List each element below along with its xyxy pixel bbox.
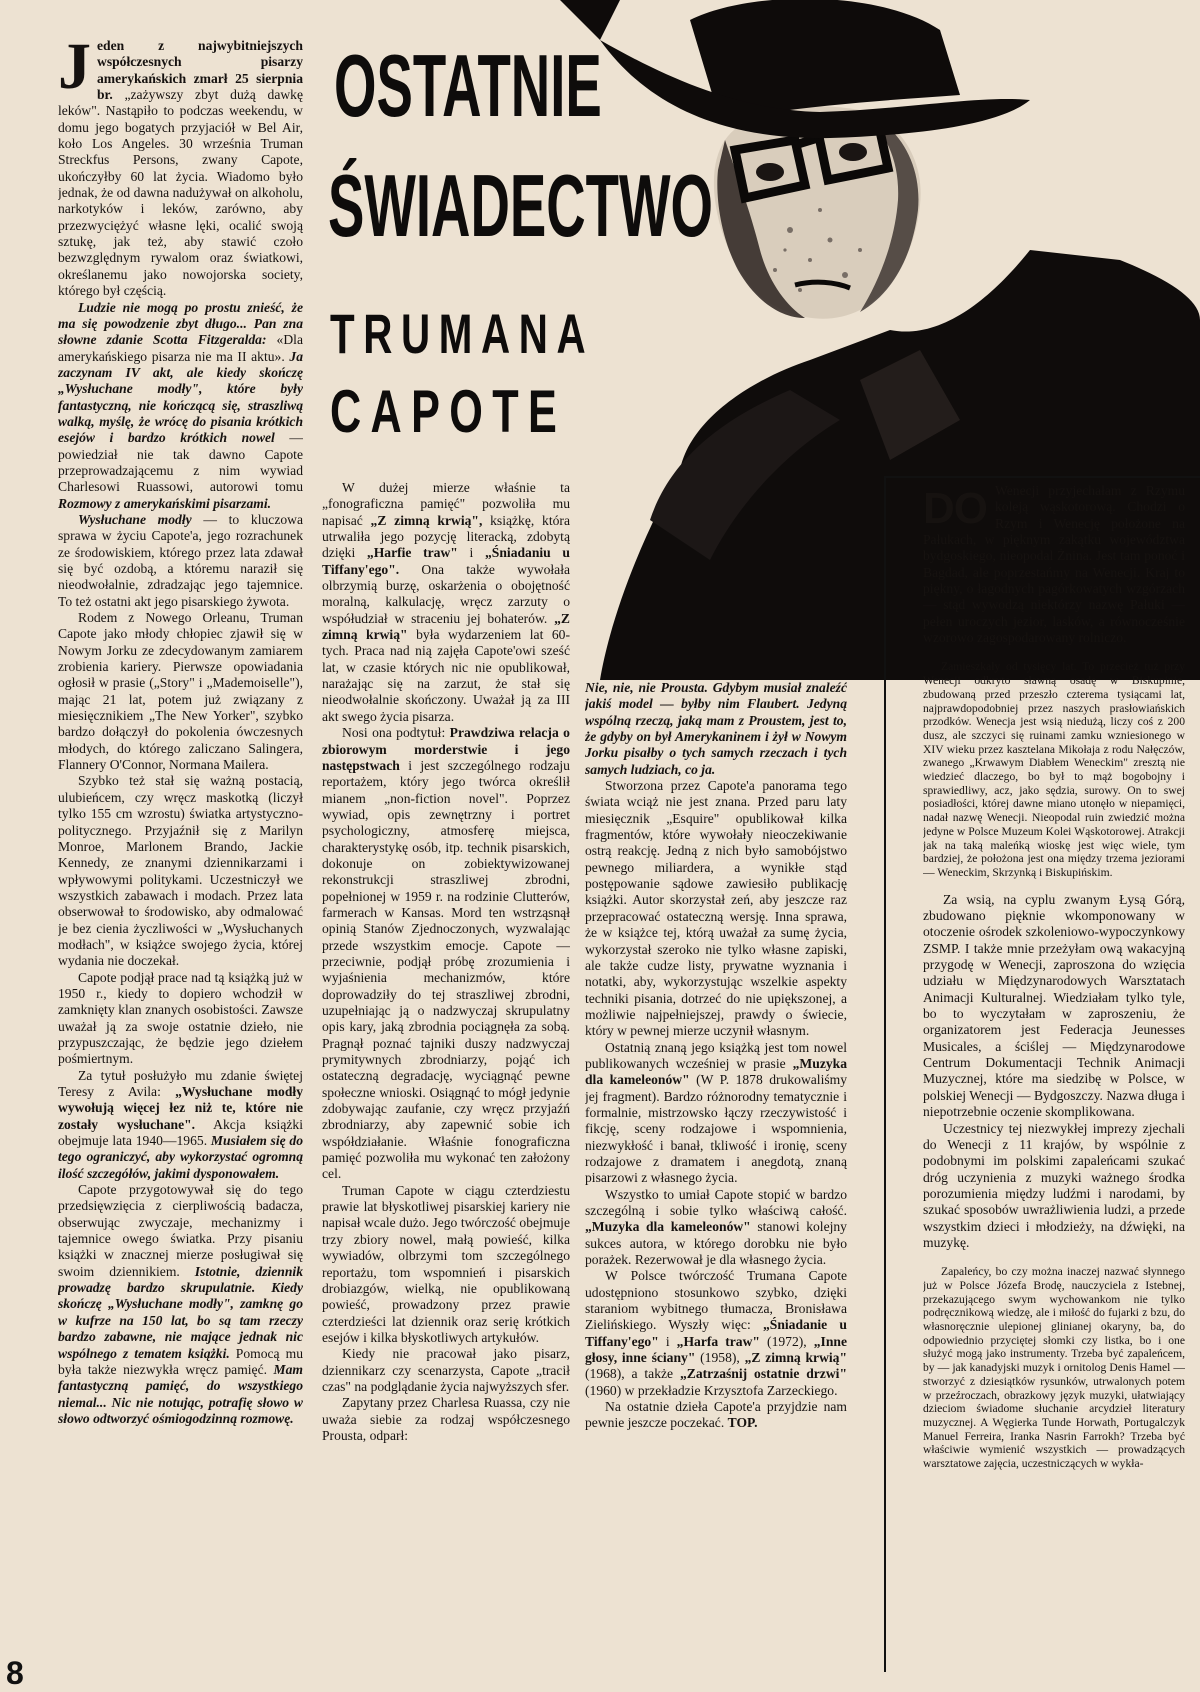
lead-text: eden z najwybitniejszych współczesnych pisarzy amerykańskich zmarł 25 sierpnia br. xyxy=(97,38,303,103)
italic-text: Wysłuchane modły xyxy=(78,511,192,527)
text: Capote przygotowywał się do tego przedsięwzięcia z cierpliwością badacza, obserwując zwyczaje, mechanizmy i tajemnice owego światka. Przy pisaniu książki w znacznej mierze posługiwał się swoim dziennikiem. xyxy=(58,1182,303,1279)
italic-text: Istotnie, dziennik prowadzę bardzo skrupulatnie. Kiedy skończę „Wysłuchane modły", zamknę go w kufrze na 150 lat, bo są tam rzeczy bardzo zabawne, nie mające jednak nic wspólnego z tematem książki. xyxy=(58,1263,303,1361)
italic-text: Ja zaczynam IV akt, ale kiedy skończę „Wysłuchane modły", które były fantastyczną, nie kończącą się, straszliwą walką, myślę, że wrócę do pisania krótkich esejów i bardzo krótkich nowel xyxy=(58,348,303,446)
text: Ona także wywołała olbrzymią burzę, oskarżenia o obojętność moralną, kalkulację, wręcz zarzuty o współudział w straceniu jej bohaterów. xyxy=(322,561,570,626)
article-column-1 xyxy=(58,38,303,1660)
bold-text: „Muzyka dla kameleonów" xyxy=(585,1055,847,1088)
text: (1958), xyxy=(700,1350,740,1366)
bold-text: Prawdziwa relacja o zbiorowym morderstwie i jego następstwach xyxy=(322,725,570,773)
sidebar-paragraph: Uczestnicy tej niezwykłej imprezy zjechali do Wenecji z 11 krajów, by wspólnie z podobnymi im polskimi zapaleńcami szukać dróg uczynienia z muzyki ważnego środka porozumienia między ludźmi i narodami, by szukać sposobów uwrażliwienia ludzi, a przede wszystkim dzieci i młodzieży, na dźwięki, na muzykę. xyxy=(923,1120,1185,1250)
article-paragraph: Capote podjął prace nad tą książką już w 1950 r., kiedy to dopiero wchodził w zamknięty klan znanych osobistości. Zawsze uważał ją za swoje ostatnie dzieło, nie przypuszczając, że będzie jego dziełem pośmiertnym. xyxy=(58,969,303,1067)
text: Wszystko to umiał Capote stopić w bardzo szczególną i sobie tylko właściwą całość. xyxy=(585,1186,847,1218)
article-paragraph xyxy=(585,1268,847,1399)
text: — powiedział nie tak dawno Capote przeprowadzającemu z nim wywiad Charlesowi Ruassowi, autorowi tomu xyxy=(58,430,303,495)
headline-line-3: TRUMANA xyxy=(330,302,595,365)
article-paragraph xyxy=(322,725,570,1183)
article-paragraph xyxy=(58,300,303,512)
sidebar-paragraph: Zamieszkały od tysięcy lat. To przecież tuż przy Wenecji odkryto sławną osadę w Biskupinie, zbudowaną przed przeszło czterema tysiącami lat, najprawdopodobniej przez naszych prasłowiańskich przodków. Wenecja jest wsią niedużą, liczy coś z 200 dusz, ale szczyci się ruinami zamku wzniesionego w XIV wieku przez kasztelana Mikołaja z rodu Nałęczów, zwanego „Krwawym Diabłem Weneckim" zresztą nie wiedzieć dlaczego, bo był to mąż bogobojny i sprawiedliwy, acz, jako sędzia, surowy. On to swej posiadłości, której dawne miano utonęło w niepamięci, nadał nazwę Wenecji. Nieopodal ruin zwiedzić można jedyne w Polsce Muzeum Kolei Wąskotorowej. Atrakcji jak na taką maleńką wioskę jest więc wiele, tym bardziej, że położona jest ona między trzema jeziorami — Weneckim, Skrzynką i Biskupińskim. xyxy=(923,660,1185,879)
text: (1968), a także xyxy=(585,1366,674,1382)
headline-line-4: CAPOTE xyxy=(330,378,567,445)
article-paragraph xyxy=(58,512,303,610)
text: Akcja książki obejmuje lata 1940—1965. xyxy=(58,1116,303,1149)
text: i jest szczególnego rodzaju reportażem, który jego twórca określił mianem „non-fiction novel". Poprzez wywiad, opis zewnętrzny i portret psychologiczny, atmosferę miejsca, charakterystykę osób, itp. technik pisarskich, dokonuje on zobiektywizowanej rekonstrukcji straszliwej zbrodni, popełnionej w 1959 r. na rodzinie Clutterów, farmerach w Kansas. Mord ten wstrząsnął opinią Stanów Zjednoczonych, wyzwalając przede wszystkim emocje. Capote — przeciwnie, podjął próbę zrozumienia i wyjaśnienia mechanizmów, które doprowadziły do tej straszliwej zbrodni, uzupełniając ją o nadzwyczaj skrupulatny opis kary, jaką zbrodnia pociągnęła za sobą. Pragnął poznać tajniki duszy nadzwyczaj prymitywnych zbrodniarzy, pojąć ich ostateczną degradację, wyciągnąć pewne społeczne wnioski. Osiągnąć to mógł jedynie zdobywając zaufanie, czy wręcz przyjaźń zbrodniarzy, aby zapewnić sobie ich współdziałanie. Właśnie fonograficzna pamięć pozwoliła mu wykonać ten założony cel. xyxy=(322,757,570,1182)
article-paragraph xyxy=(585,1040,847,1187)
text: Za tytuł posłużyło mu zdanie świętej Teresy z Avila: xyxy=(58,1067,303,1099)
text: i xyxy=(469,545,474,561)
italic-text: Mam fantastyczną pamięć, do wszystkiego niemal... Nic nie notując, potrafię słowo w słowo odtworzyć ośmiogodzinną rozmowę. xyxy=(58,1361,303,1426)
italic-text: Ludzie nie mogą po prostu znieść, że ma się powodzenie zbyt długo... Pan zna słowne zdanie Scotta Fitzgeralda: xyxy=(58,299,303,348)
author-signature: TOP. xyxy=(727,1415,758,1431)
article-column-2 xyxy=(322,480,570,1660)
text: Wenecji przyjechałam z Rzymu koleją wąskotorową. Chodzi o Rzym i Wenecję położone na Pałukach, w pięknym zakątku województwa bydgoskiego, nieopodal Żnina. Jest tam ponoć i Bagdad, ale poprzestańmy na Wenecji. Kraj to piękny, o łagodnych pagórkowatych wzgórzach — stąd wywodzą niektórzy nazwę Pałuki — pełen uroczych jezior, lasków, a równocześnie wzorowo zagospodarowany rolniczo. xyxy=(923,483,1185,646)
article-paragraph: Stworzona przez Capote'a panorama tego świata wciąż nie jest znana. Przed paru laty miesięcznik „Esquire" opublikował kilka fragmentów, które wywołały nieoczekiwanie ostrą reakcję. Jedną z nich było samobójstwo pewnego miliardera, a wynikłe stąd postępowanie sądowe zawiesiło publikację książki. Autor skorzystał zeń, aby jeszcze raz przepracować ostateczną wersję. Inna sprawa, że w książce tej, którą uważał za sumę życia, wykorzystał szeroko nie tylko własne zapiski, ale także cudze listy, prywatne wyznania i notatki, aby, wykorzystując wszelkie aspekty techniki pisania, dotrzeć do nie upiększonej, a możliwie najpełniejszej, prawdy o świecie, który w pewnej mierze uczynił własnym. xyxy=(585,778,847,1039)
sidebar-box-left-rule xyxy=(884,477,886,1672)
headline-line-1: OSTATNIE xyxy=(334,36,602,135)
text: W dużej mierze właśnie ta „fonograficzna pamięć" pozwoliła mu napisać xyxy=(322,480,570,528)
article-paragraph xyxy=(58,1182,303,1427)
text: «Dla amerykańskiego pisarza nie ma II aktu». xyxy=(58,332,303,364)
sidebar-small-print xyxy=(923,1265,1185,1471)
sidebar-paragraph: Za wsią, na cyplu zwanym Łysą Górą, zbudowano pięknie wkomponowany w otoczenie ośrodek szkoleniowo-wypoczynkowy ZSMP. I także mnie przeżyłam ową wakacyjną przygodę w Wenecji, zaproszona do wzięcia udziału w Międzynarodowych Warsztatach Animacji Kulturalnej. Wiedziałam tylko tyle, bo to wyczytałam w zaproszeniu, że organizatorem jest Federacja Jeunesses Musicales, a ściślej — Międzynarodowe Centrum Dokumentacji Technik Animacji Muzycznej, które ma siedzibę w Polsce, w polskiej Wenecji — Bydgoszczy. Nazwa długa i niepotrzebnie oczenie skomplikowana. xyxy=(923,891,1185,1120)
bold-text: „Muzyka dla kameleonów" xyxy=(585,1219,751,1235)
article-paragraph: Truman Capote w ciągu czterdziestu prawie lat błyskotliwej pisarskiej kariery nie napisał wcale dużo. Jego twórczość obejmuje trzy zbiory nowel, małą powieść, kilka wywiadów, olbrzymi tom szczególnego reportażu, tom wspomnień i pisarskich drobiazgów, wielką, nie opublikowaną powieść, prowadzony przez prawie czterdzieści lat dziennik oraz serię krótkich esejów i kilka błyskotliwych artykułów. xyxy=(322,1182,570,1345)
sidebar-main-text xyxy=(923,892,1185,1252)
article-paragraph: Kiedy nie pracował jako pisarz, dziennikarz czy scenarzysta, Capote „tracił czas" na podglądanie życia najwyższych sfer. xyxy=(322,1346,570,1394)
bold-text: „Harfie traw" xyxy=(366,545,458,561)
article-paragraph: Rodem z Nowego Orleanu, Truman Capote jako młody chłopiec zjawił się w Nowym Jorku ze zdecydowanym zamiarem zrobienia kariery. Pierwsze opowiadania ogłosił w prasie („Story" i „Mademoiselle"), mając 21 lat, potem już związany z miesięcznikiem „The New Yorker", szybko bardzo dołączył do pokolenia ówczesnych młodych, do którego zaliczano Salingera, Flannery O'Connor, Normana Mailera. xyxy=(58,610,303,773)
article-paragraph xyxy=(585,680,847,778)
bold-text: „Z zimną krwią" xyxy=(322,610,570,643)
bold-text: „Z zimną krwią", xyxy=(370,512,483,528)
italic-text: Musiałem się do tego ograniczyć, aby wykorzystać ogromną ilość szczegółów, jakimi dysponowałem. xyxy=(58,1133,303,1181)
text: W Polsce twórczość Trumana Capote udostępniono stosunkowo szybko, dzięki staraniom wybitnego tłumacza, Bronisława Zielińskiego. Wyszły więc: xyxy=(585,1268,847,1333)
sidebar-paragraph: Zapaleńcy, bo czy można inaczej nazwać słynnego już w Polsce Józefa Brodę, nauczyciela z Istebnej, przekazującego swym wychowankom nie tylko podręcznikową wiedzę, ale i miłość do fujarki z bzu, do własnoręcznie ulepionej glinianej okaryny, ba, do odpowiednio przyciętej słomki czy listka, bo i one służyć mogą jako instrumenty. Trzeba być zapaleńcem, by — jak kanadyjski muzyk i ornitolog Denis Hamel — stworzyć z dziesiątków rysunków, utrwalonych potem w przeźroczach, obrazkowy język muzyki, ułatwiający dzieciom świadome słuchanie arcydzieł literatury muzycznej. A Węgierka Tunde Horwath, Portugalczyk Manuel Ferreira, Iranka Nasrin Farrokh? Trzeba być właściwie wymienić wszystkich — prowadzących warsztatowe zajęcia, uczestniczących w wykła- xyxy=(923,1265,1185,1471)
page-number: 8 xyxy=(6,1655,24,1691)
sidebar-article xyxy=(923,483,1185,1673)
bold-text: „Śniadaniu u Tiffany'ego". xyxy=(322,545,570,577)
sidebar-drop-cap: DO xyxy=(923,484,987,533)
bold-text: „Śniadanie u Tiffany'ego" xyxy=(585,1317,847,1349)
text: Pomocą mu była także niezwykła wręcz pamięć. xyxy=(58,1345,303,1377)
bold-text: „Zatrzaśnij ostatnie drzwi" xyxy=(679,1366,847,1382)
bold-text: „Z zimną krwią" xyxy=(744,1350,847,1366)
italic-text: Nie, nie, nie Prousta. Gdybym musiał znaleźć jakiś model — byłby nim Flaubert. Jedyną wspólną rzeczą, jaką mam z Proustem, jest to, że gdyby on był Amerykaninem i żył w Nowym Jorku pisałby o tych samych rzeczach i tych samych ludziach, co ja. xyxy=(585,680,847,777)
text: — to kluczowa sprawa w życiu Capote'a, jego rozrachunek ze środowiskiem, którego przez lata zdawał się być ozdobą, a któremu naraził się nieodwołalnie, zdradzając jego tajemnice. To też ostatni akt jego pisarskiego żywota. xyxy=(58,511,303,609)
article-column-3 xyxy=(585,680,847,1660)
article-paragraph: Zapytany przez Charlesa Ruassa, czy nie uważa siebie za rodzaj współczesnego Prousta, odparł: xyxy=(322,1395,570,1443)
text: (1972), xyxy=(767,1333,807,1349)
bold-text: „Inne głosy, inne ściany" xyxy=(585,1333,847,1366)
text: Na ostatnie dzieła Capote'a przyjdzie nam pewnie jeszcze poczekać. xyxy=(585,1399,847,1431)
headline-line-2: ŚWIADECTWO xyxy=(328,156,713,255)
article-paragraph xyxy=(58,38,303,300)
article-paragraph xyxy=(585,1187,847,1269)
article-paragraph: Szybko też stał się ważną postacią, ulubieńcem, czy wręcz maskotką (liczył tylko 155 cm wzrostu) światka artystyczno-politycznego. Przyjaźnił się z Marilyn Monroe, Marlonem Brando, Jackie Kennedy, ze znanymi dziennikarzami i wpływowymi politykami. Uczestniczył we wszystkich zabawach i modach. Przez lata obserwował to środowisko, aby odmalować je bez cienia życzliwości w „Wysłuchanych modłach", w książce swojego życia, której wydania nie doczekał. xyxy=(58,773,303,969)
text: stanowi kolejny sukces autora, w którego dorobku nie było porażek. Rezerwował je dla własnego życia. xyxy=(585,1219,847,1268)
text: Ostatnią znaną jego książką jest tom nowel publikowanych wcześniej w prasie xyxy=(585,1039,847,1071)
sidebar-paragraph xyxy=(923,483,1185,646)
article-paragraph xyxy=(58,1068,303,1182)
article-paragraph xyxy=(322,480,570,725)
sidebar-small-print xyxy=(923,660,1185,879)
italic-text: Rozmowy z amerykańskimi pisarzami. xyxy=(58,495,271,511)
text: (1960) w przekładzie Krzysztofa Zarzeckiego. xyxy=(585,1382,838,1398)
text: i xyxy=(665,1333,670,1349)
bold-text: „Wysłuchane modły wywołują więcej łez niż te, które nie zostały wysłuchane". xyxy=(58,1084,303,1132)
text: (W P. 1878 drukowaliśmy jej fragment). Bardzo różnorodny tematycznie i formalnie, mistrzowsko łączy rzeczywistość i fikcję, sceny rodzajowe i wspomnienia, niezwykłość i banał, tkliwość i ironię, sceny rodzajowe z dramatem i anegdotą, znaną pisarzowi z własnego życia. xyxy=(585,1072,847,1186)
text: była wydarzeniem lat 60-tych. Praca nad nią zajęła Capote'owi sześć lat, w czasie których nic nie opublikował, narażając się na zarzut, że stał się nieodwołalnie skończony. Uważał ją za III akt swego życia pisarza. xyxy=(322,627,570,724)
sidebar-box-top-rule xyxy=(884,476,1200,478)
text: Nosi ona podtytuł: xyxy=(342,725,446,741)
text: „zażywszy zbyt dużą dawkę leków". Nastąpiło to podczas weekendu, w domu jego bogatych przyjaciół w Bel Air, koło Los Angeles. 30 września Truman Streckfus Persons, zwany Capote, ukończyłby 60 lat życia. Wiadomo było jednak, że od dawna nadużywał on alkoholu, narkotyków i leków, zarówno, aby przezwyciężyć własne lęki, ocalić swoją sztukę, jak też, aby stawić czoło bezwzględnym rywalom oraz światkowi, określanemu jako nowojorska society, którego był częścią. xyxy=(58,87,303,299)
article-paragraph xyxy=(585,1399,847,1432)
text: książkę, która utrwaliła jego pozycję literacką, zdobytą dzięki xyxy=(322,512,570,561)
drop-cap: J xyxy=(58,38,91,103)
bold-text: „Harfa traw" xyxy=(676,1333,760,1349)
